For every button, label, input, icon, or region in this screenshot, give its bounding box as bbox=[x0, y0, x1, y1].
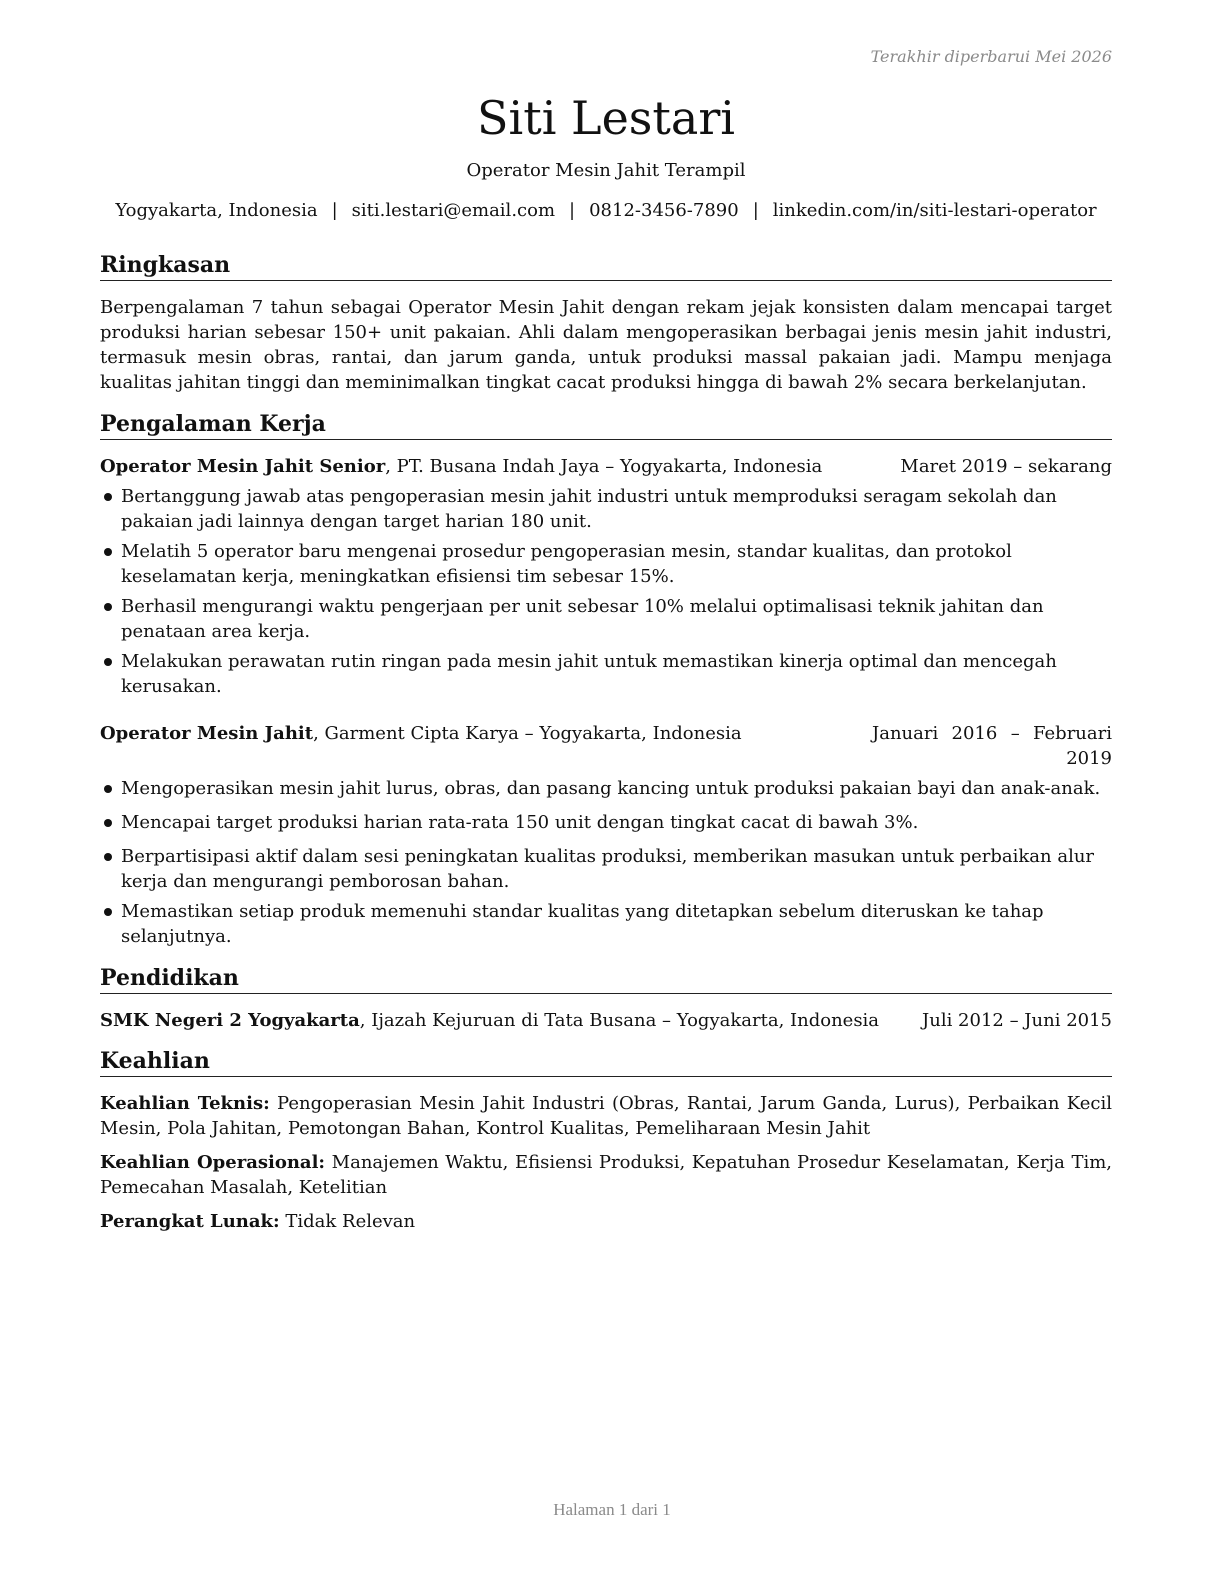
job-bullet: Melatih 5 operator baru mengenai prosedur pengoperasian mesin, standar kualitas, dan protokol keselamatan kerja, meningkatkan efisiensi tim sebesar 15%. bbox=[100, 539, 1112, 589]
education-detail: , Ijazah Kejuruan di Tata Busana – Yogyakarta, Indonesia bbox=[359, 1010, 880, 1031]
skills-label: Keahlian Operasional: bbox=[100, 1152, 326, 1173]
last-updated-note: Terakhir diperbarui Mei 2026 bbox=[870, 47, 1112, 66]
job-bullets bbox=[100, 776, 1112, 949]
contact-phone: 0812-3456-7890 bbox=[589, 200, 739, 221]
job-header bbox=[100, 454, 1112, 479]
job-company: , PT. Busana Indah Jaya – Yogyakarta, Indonesia bbox=[385, 456, 823, 477]
education-entry bbox=[100, 1008, 1112, 1033]
skills-item bbox=[100, 1150, 1112, 1200]
job-dates: Januari 2016 – Februari 2019 bbox=[872, 723, 1112, 769]
contact-separator: | bbox=[331, 200, 338, 221]
job-bullet: Mengoperasikan mesin jahit lurus, obras, dan pasang kancing untuk produksi pakaian bayi dan anak-anak. bbox=[100, 776, 1112, 801]
skills-text: Tidak Relevan bbox=[279, 1211, 416, 1232]
job-role: Operator Mesin Jahit bbox=[100, 723, 314, 744]
job-company: , Garment Cipta Karya – Yogyakarta, Indonesia bbox=[313, 723, 742, 744]
job-title-line bbox=[100, 454, 900, 479]
candidate-title: Operator Mesin Jahit Terampil bbox=[466, 160, 746, 181]
summary-heading: Ringkasan bbox=[100, 251, 1112, 281]
education-heading: Pendidikan bbox=[100, 964, 1112, 994]
job-role: Operator Mesin Jahit Senior bbox=[100, 456, 386, 477]
skills-label: Perangkat Lunak: bbox=[100, 1211, 280, 1232]
job-bullet: Bertanggung jawab atas pengoperasian mesin jahit industri untuk memproduksi seragam sekolah dan pakaian jadi lainnya dengan target harian 180 unit. bbox=[100, 484, 1112, 534]
job-dates: Maret 2019 – sekarang bbox=[900, 456, 1112, 477]
job-header bbox=[100, 721, 1112, 771]
education-dates: Juli 2012 – Juni 2015 bbox=[922, 1010, 1112, 1031]
job-entry bbox=[100, 721, 1112, 949]
job-bullets bbox=[100, 484, 1112, 699]
contact-line bbox=[100, 198, 1112, 223]
candidate-name: Siti Lestari bbox=[476, 91, 736, 145]
contact-email[interactable]: siti.lestari@email.com bbox=[351, 200, 556, 221]
job-bullet: Berhasil mengurangi waktu pengerjaan per unit sebesar 10% melalui optimalisasi teknik jahitan dan penataan area kerja. bbox=[100, 594, 1112, 644]
job-bullet: Mencapai target produksi harian rata-rata 150 unit dengan tingkat cacat di bawah 3%. bbox=[100, 810, 1112, 835]
contact-linkedin[interactable]: linkedin.com/in/siti-lestari-operator bbox=[772, 200, 1097, 221]
education-section bbox=[100, 964, 1112, 1033]
experience-section bbox=[100, 410, 1112, 949]
education-school: SMK Negeri 2 Yogyakarta bbox=[100, 1010, 360, 1031]
skills-heading: Keahlian bbox=[100, 1047, 1112, 1077]
education-line bbox=[100, 1008, 922, 1033]
page-footer: Halaman 1 dari 1 bbox=[553, 1500, 671, 1519]
skills-section bbox=[100, 1047, 1112, 1234]
skills-item bbox=[100, 1091, 1112, 1141]
job-bullet: Berpartisipasi aktif dalam sesi peningkatan kualitas produksi, memberikan masukan untuk perbaikan alur kerja dan mengurangi pemborosan bahan. bbox=[100, 844, 1112, 894]
contact-separator: | bbox=[569, 200, 576, 221]
skills-text: Manajemen Waktu, Efisiensi Produksi, Kepatuhan Prosedur Keselamatan, Kerja Tim, Pemecahan Masalah, Ketelitian bbox=[100, 1152, 1112, 1198]
job-title-line bbox=[100, 721, 872, 746]
summary-text: Berpengalaman 7 tahun sebagai Operator Mesin Jahit dengan rekam jejak konsisten dalam mencapai target produksi harian sebesar 150+ unit pakaian. Ahli dalam mengoperasikan berbagai jenis mesin jahit industri, termasuk mesin obras, rantai, dan jarum ganda, untuk produksi massal pakaian jadi. Mampu menjaga kualitas jahitan tinggi dan meminimalkan tingkat cacat produksi hingga di bawah 2% secara berkelanjutan. bbox=[100, 297, 1112, 393]
job-bullet: Melakukan perawatan rutin ringan pada mesin jahit untuk memastikan kinerja optimal dan mencegah kerusakan. bbox=[100, 649, 1112, 699]
contact-location: Yogyakarta, Indonesia bbox=[115, 200, 318, 221]
skills-text: Pengoperasian Mesin Jahit Industri (Obras, Rantai, Jarum Ganda, Lurus), Perbaikan Kecil Mesin, Pola Jahitan, Pemotongan Bahan, Kontrol Kualitas, Pemeliharaan Mesin Jahit bbox=[100, 1093, 1112, 1139]
experience-heading: Pengalaman Kerja bbox=[100, 410, 1112, 440]
summary-section bbox=[100, 251, 1112, 395]
job-bullet: Memastikan setiap produk memenuhi standar kualitas yang ditetapkan sebelum diteruskan ke tahap selanjutnya. bbox=[100, 899, 1112, 949]
skills-label: Keahlian Teknis: bbox=[100, 1093, 270, 1114]
contact-separator: | bbox=[752, 200, 759, 221]
skills-item bbox=[100, 1209, 1112, 1234]
job-entry bbox=[100, 454, 1112, 699]
